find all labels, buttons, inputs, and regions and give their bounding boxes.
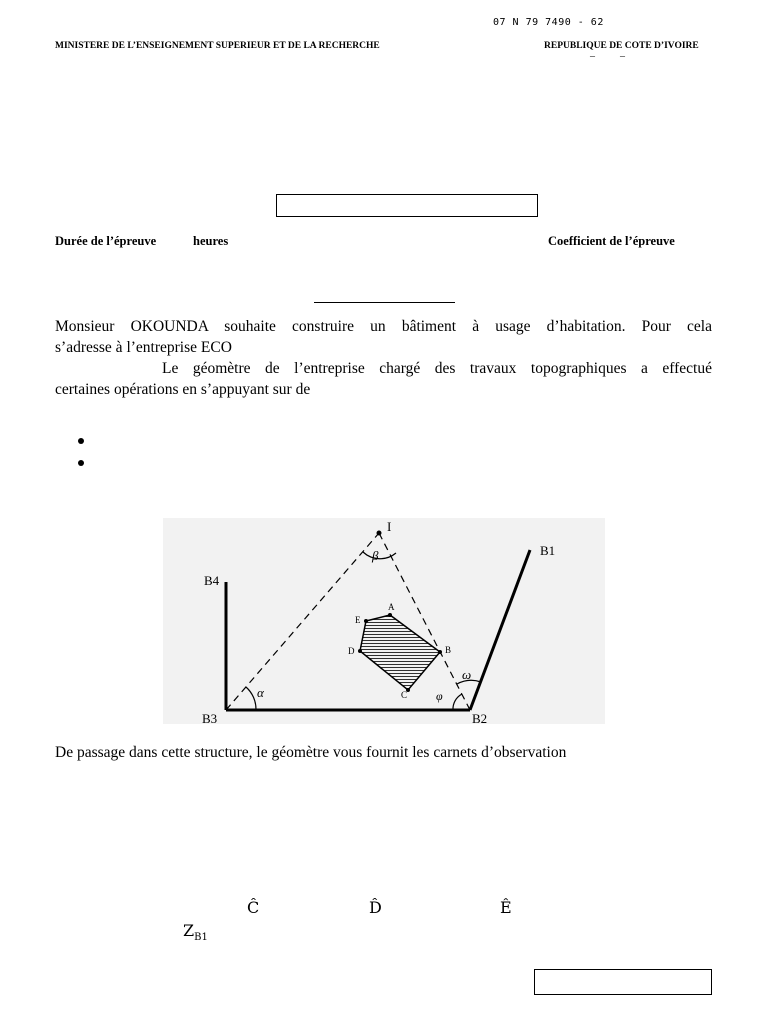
point-e-marker <box>364 619 368 623</box>
point-i-marker <box>377 531 382 536</box>
republic-heading: REPUBLIQUE DE COTE D’IVOIRE <box>544 41 699 51</box>
label-omega: ω <box>462 667 472 682</box>
label-b3: B3 <box>202 711 218 726</box>
bullet-1 <box>78 438 84 444</box>
section-rule <box>314 302 455 303</box>
label-d: D <box>348 646 355 656</box>
observation-sentence: De passage dans cette structure, le géomètre vous fournit les carnets d’observation <box>55 744 567 761</box>
angle-e-hat: Ê <box>500 898 512 917</box>
point-a-marker <box>388 613 392 617</box>
duration-label: Durée de l’épreuve <box>55 234 157 248</box>
label-beta: β <box>372 548 379 563</box>
label-b2: B2 <box>472 711 488 726</box>
intro-line-3: Le géomètre de l’entreprise chargé des travaux topographiques a effectué <box>162 360 712 377</box>
bearing-z-subscript: B1 <box>194 932 208 944</box>
angle-d-hat: D̂ <box>369 898 382 917</box>
intro-line-2: s’adresse à l’entreprise ECO <box>55 339 232 356</box>
intro-line-4: certaines opérations en s’appuyant sur de <box>55 381 311 398</box>
label-alpha: α <box>257 685 264 700</box>
label-i: I <box>387 519 392 534</box>
label-b4: B4 <box>204 573 220 588</box>
label-c: C <box>401 690 408 700</box>
bearing-z-base: Z <box>183 921 195 940</box>
bearing-z-b1 <box>183 921 208 943</box>
republic-marks: – – <box>590 51 625 62</box>
footer-box <box>534 969 712 995</box>
ministry-heading: MINISTERE DE L’ENSEIGNEMENT SUPERIEUR ET DE LA RECHERCHE <box>55 41 380 51</box>
duration-unit: heures <box>193 234 229 248</box>
intro-line-1: Monsieur OKOUNDA souhaite construire un bâtiment à usage d’habitation. Pour cela <box>55 318 712 335</box>
point-b-marker <box>438 650 442 654</box>
label-a: A <box>388 602 395 612</box>
label-b: B <box>445 645 452 655</box>
label-e: E <box>355 615 361 625</box>
reference-code: 07 N 79 7490 - 62 <box>493 17 604 28</box>
point-d-marker <box>358 649 362 653</box>
angle-c-hat: Ĉ <box>247 898 260 917</box>
label-b1: B1 <box>540 543 556 558</box>
coefficient-label: Coefficient de l’épreuve <box>548 234 675 248</box>
exam-title-box <box>276 194 538 217</box>
bullet-2 <box>78 460 84 466</box>
label-phi: φ <box>436 689 443 703</box>
survey-figure <box>160 515 620 730</box>
